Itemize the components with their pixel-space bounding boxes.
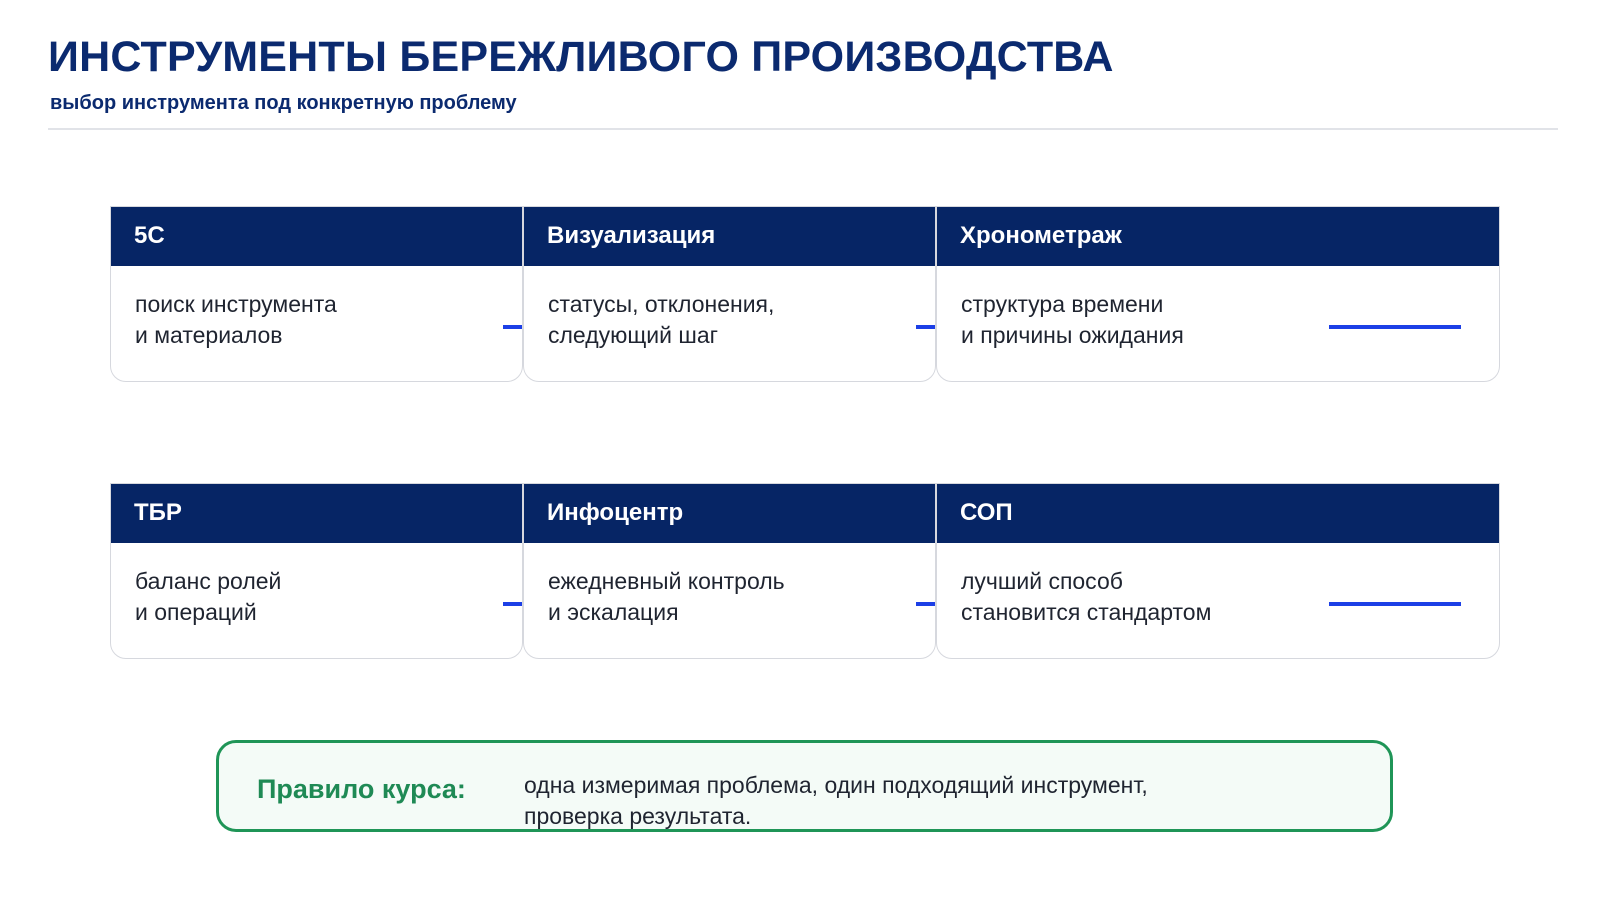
description-line: и причины ожидания bbox=[961, 322, 1184, 348]
accent-line bbox=[1329, 325, 1461, 329]
tool-card-5s bbox=[110, 206, 523, 382]
description-line: поиск инструмента bbox=[135, 291, 337, 317]
tool-card-header bbox=[110, 483, 523, 543]
description-line: статусы, отклонения, bbox=[548, 291, 775, 317]
description-line: становится стандартом bbox=[961, 599, 1212, 625]
tool-card-header bbox=[936, 206, 1500, 266]
course-rule-text bbox=[524, 770, 1344, 832]
course-rule-line: проверка результата. bbox=[524, 803, 752, 829]
tool-card-description bbox=[548, 566, 908, 628]
tool-card-title: СОП bbox=[960, 499, 1013, 526]
page-subtitle: выбор инструмента под конкретную проблему bbox=[50, 92, 517, 114]
course-rule-label: Правило курса: bbox=[257, 774, 466, 804]
tool-card-info-center bbox=[523, 483, 936, 659]
tool-card-title: Хронометраж bbox=[960, 222, 1122, 249]
tool-row-top bbox=[110, 206, 1500, 382]
tool-card-tbr bbox=[110, 483, 523, 659]
tool-row-bottom bbox=[110, 483, 1500, 659]
tool-card-description bbox=[135, 289, 495, 351]
accent-line bbox=[503, 325, 523, 329]
tool-card-header bbox=[523, 206, 936, 266]
tool-card-title: Визуализация bbox=[547, 222, 716, 249]
tool-card-description bbox=[961, 289, 1321, 351]
header-divider bbox=[48, 128, 1558, 130]
tool-card-header bbox=[523, 483, 936, 543]
tool-card-title: ТБР bbox=[134, 499, 182, 526]
course-rule-line: одна измеримая проблема, один подходящий инструмент, bbox=[524, 772, 1148, 798]
description-line: и операций bbox=[135, 599, 257, 625]
accent-line bbox=[916, 325, 936, 329]
accent-line bbox=[1329, 602, 1461, 606]
tool-card-sop bbox=[936, 483, 1500, 659]
tool-card-description bbox=[961, 566, 1321, 628]
tool-card-visualization bbox=[523, 206, 936, 382]
description-line: ежедневный контроль bbox=[548, 568, 785, 594]
tool-card-title: Инфоцентр bbox=[547, 499, 684, 526]
description-line: следующий шаг bbox=[548, 322, 719, 348]
tool-card-timing bbox=[936, 206, 1500, 382]
tool-card-title: 5С bbox=[134, 222, 165, 249]
description-line: структура времени bbox=[961, 291, 1164, 317]
course-rule-callout bbox=[216, 740, 1393, 832]
description-line: лучший способ bbox=[961, 568, 1123, 594]
accent-line bbox=[916, 602, 936, 606]
page-title: ИНСТРУМЕНТЫ БЕРЕЖЛИВОГО ПРОИЗВОДСТВА bbox=[48, 33, 1114, 81]
tool-card-header bbox=[110, 206, 523, 266]
tool-card-header bbox=[936, 483, 1500, 543]
tool-card-description bbox=[135, 566, 495, 628]
description-line: и материалов bbox=[135, 322, 283, 348]
accent-line bbox=[503, 602, 523, 606]
description-line: баланс ролей bbox=[135, 568, 282, 594]
tool-card-description bbox=[548, 289, 908, 351]
description-line: и эскалация bbox=[548, 599, 679, 625]
